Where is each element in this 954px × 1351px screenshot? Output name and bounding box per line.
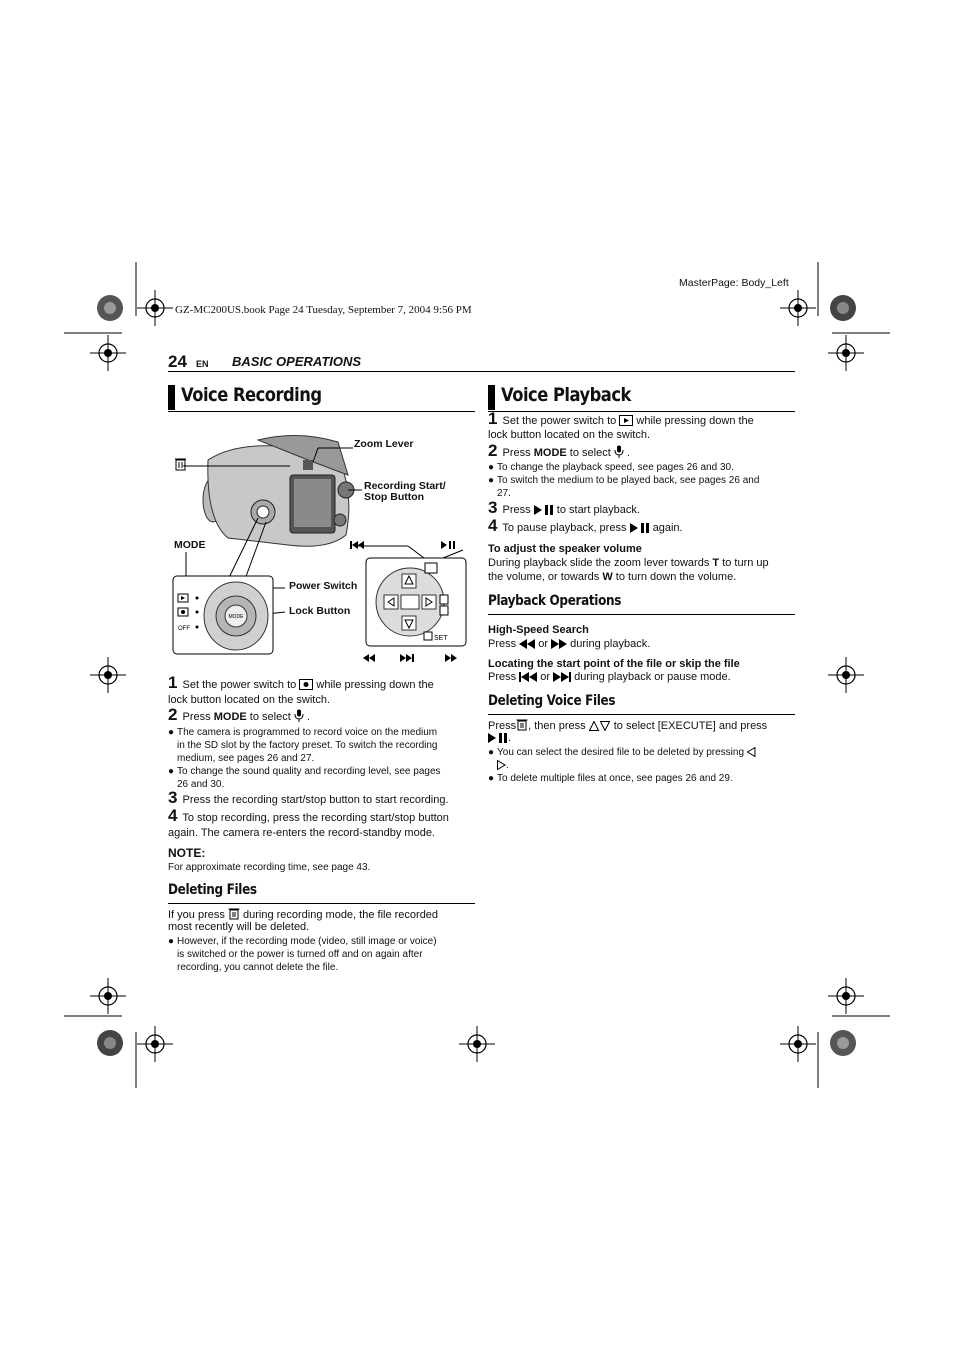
locate-title: Locating the start point of the file or skip the file	[488, 658, 740, 670]
svg-text:SET: SET	[434, 635, 448, 642]
play-step-1: 1 Set the power switch to while pressing down the	[488, 409, 754, 428]
play-pause-icon	[488, 733, 508, 743]
heading-bar	[168, 385, 175, 410]
delv-line-2: .	[488, 732, 511, 746]
page-number: 24	[168, 352, 187, 371]
skip-back-icon	[519, 672, 537, 682]
camcorder-diagram	[168, 430, 475, 675]
bullet-dot: ●	[488, 462, 495, 473]
play-icon	[619, 415, 633, 426]
page-header	[168, 353, 795, 372]
del-bullet-c: recording, you cannot delete the file.	[177, 962, 339, 973]
voice-recording-title: Voice Recording	[181, 384, 322, 406]
right-arrow-icon	[497, 760, 506, 770]
playback-ops-heading	[488, 592, 795, 615]
del-bullet-b: is switched or the power is turned off and on again after	[177, 949, 423, 960]
deleting-files-title: Deleting Files	[168, 882, 257, 898]
delv-bullet-2: To delete multiple files at once, see pages 26 and 29.	[497, 773, 733, 784]
zoom-lever-label: Zoom Lever	[354, 438, 414, 450]
play-pause-icon	[630, 523, 650, 533]
play-step-2: 2 Press MODE to select .	[488, 441, 630, 460]
mode-dial	[173, 576, 273, 654]
record-icon	[299, 679, 313, 690]
fast-forward-icon	[551, 639, 567, 649]
masterpage-label: MasterPage: Body_Left	[679, 277, 789, 289]
microphone-icon	[614, 445, 624, 458]
bullet-dot: ●	[168, 727, 175, 738]
rec-button-label-2: Stop Button	[364, 491, 425, 503]
rec-step-1-cont: lock button located on the switch.	[168, 694, 331, 706]
play-step-4: 4 To pause playback, press again.	[488, 516, 683, 535]
del-bullet-a: However, if the recording mode (video, still image or voice)	[177, 936, 437, 947]
deleting-voice-heading	[488, 692, 795, 715]
rec-bullet-1b: in the SD slot by the factory preset. To switch the recording	[177, 740, 438, 751]
play-step-1-cont: lock button located on the switch.	[488, 429, 651, 441]
trash-icon	[175, 459, 186, 470]
play-bullet-1: To change the playback speed, see pages 26 and 30.	[497, 462, 734, 473]
rec-bullet-2a: To change the sound quality and recording level, see pages	[177, 766, 441, 777]
rewind-icon	[519, 639, 535, 649]
hss-title: High-Speed Search	[488, 624, 589, 636]
control-pad	[366, 558, 466, 646]
bullet-dot: ●	[488, 747, 495, 758]
volume-title: To adjust the speaker volume	[488, 543, 642, 555]
rec-step-4: 4 To stop recording, press the recording start/stop button	[168, 806, 449, 825]
rec-bullet-1c: medium, see pages 26 and 27.	[177, 753, 315, 764]
deleting-files-heading	[168, 881, 475, 904]
trash-icon	[516, 718, 528, 731]
del-line-2: most recently will be deleted.	[168, 921, 310, 933]
locate-text: Press or during playback or pause mode.	[488, 671, 731, 683]
play-bullet-2a: To switch the medium to be played back, see pages 26 and	[497, 475, 760, 486]
lock-button-label: Lock Button	[289, 605, 351, 617]
bullet-dot: ●	[488, 773, 495, 784]
delv-line-1: Press , then press to select [EXECUTE] and press	[488, 720, 768, 732]
note-text: For approximate recording time, see page 43.	[168, 862, 371, 873]
microphone-icon	[294, 709, 304, 722]
del-line-1: If you press during recording mode, the file recorded	[168, 909, 439, 921]
page-language: EN	[196, 359, 209, 369]
hss-text: Press or during playback.	[488, 638, 651, 650]
voice-recording-heading	[168, 383, 475, 412]
rec-step-4-cont: again. The camera re-enters the record-standby mode.	[168, 827, 435, 839]
rec-step-2: 2 Press MODE to select .	[168, 705, 310, 724]
rec-button-label-1: Recording Start/	[364, 480, 446, 492]
delv-bullet-1-cont: .	[497, 760, 509, 773]
power-switch-label: Power Switch	[289, 580, 358, 592]
left-arrow-icon	[747, 747, 756, 757]
bullet-dot: ●	[488, 475, 495, 486]
play-bullet-2b: 27.	[497, 488, 511, 499]
play-pause-icon	[534, 505, 554, 515]
camcorder-illustration	[203, 435, 354, 546]
voice-playback-heading	[488, 383, 795, 412]
rec-bullet-1a: The camera is programmed to record voice on the medium	[177, 727, 438, 738]
up-down-arrows-icon	[589, 721, 611, 731]
rec-step-3: 3 Press the recording start/stop button to start recording.	[168, 788, 449, 807]
playback-ops-title: Playback Operations	[488, 593, 622, 609]
file-info: GZ-MC200US.book Page 24 Tuesday, September 7, 2004 9:56 PM	[175, 304, 472, 316]
bullet-dot: ●	[168, 766, 175, 777]
rec-step-1: 1 Set the power switch to while pressing down the	[168, 673, 434, 692]
trash-icon	[228, 907, 240, 920]
heading-bar	[488, 385, 495, 410]
svg-text:OFF: OFF	[178, 626, 190, 632]
skip-forward-icon	[553, 672, 571, 682]
svg-text:MODE: MODE	[228, 614, 244, 620]
deleting-voice-title: Deleting Voice Files	[488, 693, 616, 709]
volume-line-2: the volume, or towards W to turn down the volume.	[488, 571, 737, 583]
delv-bullet-1: You can select the desired file to be deleted by pressing	[497, 747, 756, 760]
note-title: NOTE:	[168, 846, 206, 860]
volume-line-1: During playback slide the zoom lever towards T to turn up	[488, 557, 769, 569]
section-name: BASIC OPERATIONS	[232, 354, 362, 369]
voice-playback-title: Voice Playback	[501, 384, 631, 406]
bullet-dot: ●	[168, 936, 175, 947]
play-step-3: 3 Press to start playback.	[488, 498, 640, 517]
rec-bullet-2b: 26 and 30.	[177, 779, 225, 790]
mode-label: MODE	[174, 539, 206, 551]
